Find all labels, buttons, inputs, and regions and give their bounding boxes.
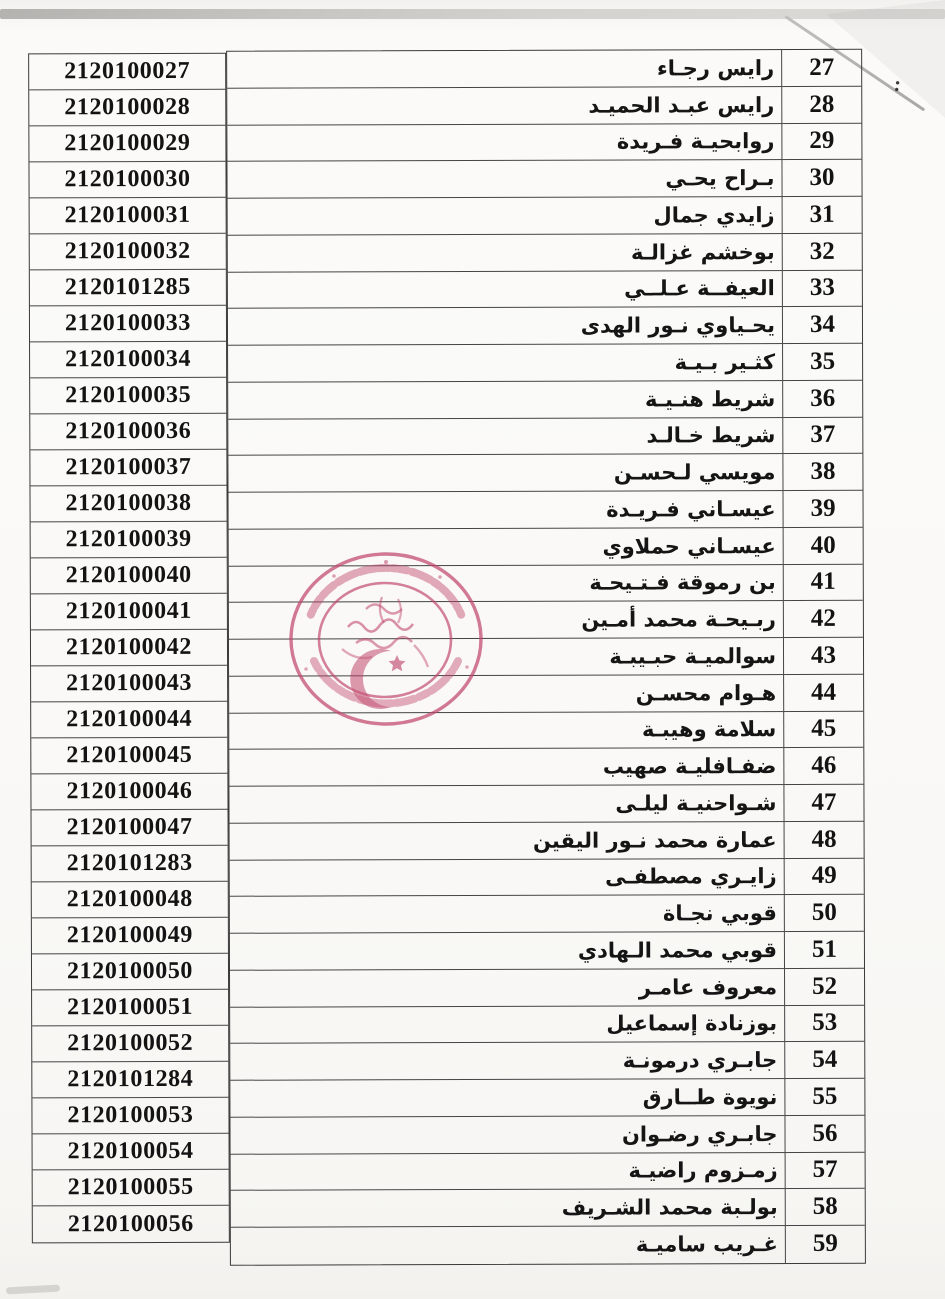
student-name: غـريب ساميـة [635, 1232, 778, 1257]
id-cell: 2120100037 [30, 450, 226, 487]
row-number: 42 [783, 601, 863, 637]
student-name: رايس عبـد الحميـد [588, 92, 775, 118]
table-row [231, 1189, 865, 1228]
id-cell: 2120101284 [32, 1062, 228, 1099]
student-name: كثـير بـيـة [674, 349, 776, 375]
table-row [227, 50, 861, 89]
id-cell: 2120100051 [32, 990, 228, 1027]
table-row [230, 895, 864, 934]
table-row [228, 454, 862, 493]
student-name: العيفــة عـلــي [624, 276, 775, 301]
table-row [227, 87, 861, 126]
id-cell: 2120100054 [33, 1134, 229, 1171]
student-name: شريط خـالـد [646, 423, 776, 448]
id-cell: 2120101283 [32, 846, 228, 883]
student-name: روابحيـة فـريدة [616, 129, 775, 154]
row-number: 54 [784, 1042, 864, 1078]
student-name: معروف عامـر [638, 974, 778, 1000]
id-cell: 2120100038 [30, 486, 226, 523]
student-name: بن رموقة فـتـيحـة [589, 570, 776, 596]
id-cell: 2120100028 [29, 90, 225, 127]
table-row [230, 932, 864, 971]
id-cell: 2120100027 [29, 54, 225, 91]
id-cell: 2120100048 [32, 882, 228, 919]
id-cell: 2120100034 [30, 342, 226, 379]
student-name: نويوة طــارق [642, 1084, 778, 1110]
table-row [227, 123, 861, 162]
table-row [230, 1005, 864, 1044]
row-number: 41 [783, 564, 863, 600]
id-column [28, 53, 230, 1244]
row-number: 47 [783, 785, 863, 821]
table-row [230, 1042, 864, 1081]
row-number: 55 [784, 1079, 864, 1115]
id-cell: 2120100029 [29, 126, 225, 163]
id-cell: 2120100052 [32, 1026, 228, 1063]
student-name: عمارة محمد نـور اليقين [532, 827, 777, 853]
id-cell: 2120100041 [31, 594, 227, 631]
id-cell: 2120100050 [32, 954, 228, 991]
table-row [228, 197, 862, 236]
id-cell: 2120100046 [31, 774, 227, 811]
row-number: 29 [781, 123, 861, 159]
row-number: 39 [783, 491, 863, 527]
stamp-emblem-scribbles [342, 597, 428, 667]
table-row [228, 417, 862, 456]
table-row [228, 234, 862, 273]
student-name: هـوام محسـن [635, 680, 777, 706]
student-name: بوزنادة إسماعيل [606, 1011, 778, 1036]
row-number: 36 [782, 381, 862, 417]
row-number: 27 [781, 50, 861, 86]
student-name: بـراح يحـي [665, 166, 775, 191]
table-row [228, 270, 862, 309]
id-cell: 2120100039 [31, 522, 227, 559]
row-number: 48 [784, 822, 864, 858]
table-row [229, 491, 863, 530]
row-number: 46 [783, 748, 863, 784]
id-cell: 2120100043 [31, 666, 227, 703]
row-number: 32 [782, 234, 862, 270]
row-number: 38 [782, 454, 862, 490]
id-cell: 2120100049 [32, 918, 228, 955]
row-number: 44 [783, 675, 863, 711]
id-cell: 2120100055 [33, 1170, 229, 1207]
table-row [230, 1079, 864, 1118]
id-cell: 2120100040 [31, 558, 227, 595]
id-cell: 2120100033 [30, 306, 226, 343]
student-name: جابـري درمونـة [622, 1048, 778, 1073]
table-row [231, 1152, 865, 1191]
row-number: 59 [785, 1226, 865, 1263]
row-number: 51 [784, 932, 864, 968]
student-name: زمـزوم راضيـة [628, 1158, 778, 1183]
student-name: سلامة وهيبـة [641, 717, 777, 742]
student-name: بوخشم غزالـة [630, 239, 775, 265]
table-row [228, 381, 862, 420]
row-number: 34 [782, 307, 862, 343]
row-number: 35 [782, 344, 862, 380]
row-number: 57 [785, 1152, 865, 1188]
student-name: رايس رجـاء [656, 55, 775, 81]
id-cell: 2120100044 [31, 702, 227, 739]
row-number: 58 [785, 1189, 865, 1225]
student-name: شـواحنيـة ليلـى [615, 790, 777, 816]
student-name: سوالميـة حبـيبـة [609, 643, 777, 669]
student-name: عيسـاني حملاوي [602, 533, 776, 559]
row-number: 37 [782, 417, 862, 453]
id-cell: 2120100045 [31, 738, 227, 775]
table-row [231, 1226, 865, 1265]
student-name: شريط هنـيـة [644, 386, 776, 412]
id-cell: 2120100036 [30, 414, 226, 451]
id-cell: 2120100032 [30, 234, 226, 271]
student-name: ربـيحـة محمد أمـين [581, 607, 776, 632]
row-number: 40 [783, 528, 863, 564]
row-number: 45 [783, 711, 863, 747]
student-name: زايدي جمال [653, 202, 775, 228]
table-row [229, 748, 863, 787]
row-number: 28 [781, 87, 861, 123]
student-name: زايـري مصطفـى [605, 864, 777, 889]
id-cell: 2120100042 [31, 630, 227, 667]
table-row [230, 822, 864, 861]
id-cell: 2120101285 [30, 270, 226, 307]
id-cell: 2120100031 [30, 198, 226, 235]
row-number: 43 [783, 638, 863, 674]
table-row [230, 1116, 864, 1155]
row-number: 53 [784, 1005, 864, 1041]
row-number: 30 [781, 160, 861, 196]
official-stamp [286, 549, 486, 729]
row-number: 52 [784, 969, 864, 1005]
stamp-rings [291, 554, 481, 724]
student-name: مويسي لـحسـن [613, 460, 776, 485]
table-row [230, 969, 864, 1008]
id-cell: 2120100047 [32, 810, 228, 847]
student-name: يحـياوي نـور الهدى [580, 313, 776, 338]
id-cell: 2120100056 [67, 1210, 194, 1237]
row-number: 33 [782, 270, 862, 306]
table-row [230, 858, 864, 897]
row-number: 50 [784, 895, 864, 931]
student-name: بولـبة محمد الشـريف [561, 1195, 778, 1220]
table-row [229, 785, 863, 824]
id-cell: 2120100030 [29, 162, 225, 199]
table-row [227, 160, 861, 199]
student-name: جابـري رضـوان [621, 1121, 778, 1147]
id-cell: 2120100035 [30, 378, 226, 415]
row-number: 49 [784, 858, 864, 894]
student-name: عيسـاني فـريـدة [606, 496, 776, 522]
table-row [228, 307, 862, 346]
row-number: 31 [782, 197, 862, 233]
table-row [228, 344, 862, 383]
student-name: قوبي محمد الـهادي [577, 937, 777, 963]
student-name: ضفـافليـة صهيب [602, 754, 777, 779]
row-number: 56 [784, 1116, 864, 1152]
ink-mark: : [892, 71, 904, 97]
id-cell: 2120100053 [32, 1098, 228, 1135]
student-name: قوبي نجـاة [662, 901, 777, 926]
